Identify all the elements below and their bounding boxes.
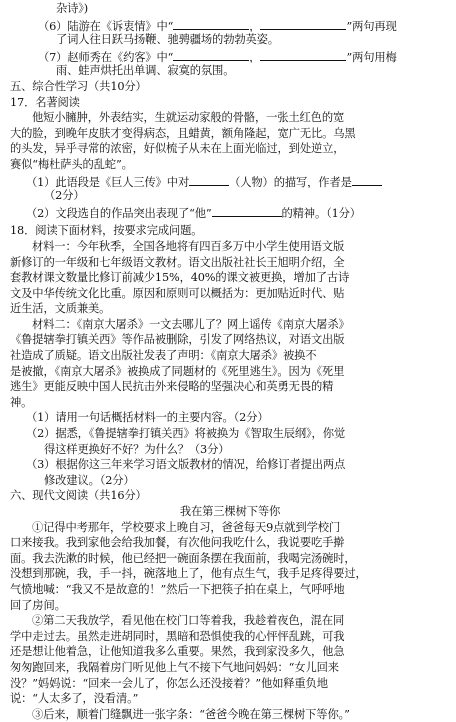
article-line: 说：“人太多了，没看清。” <box>10 692 139 706</box>
question-7-continued: 雨、蛙声烘托出单调、寂寞的氛围。 <box>56 64 235 78</box>
passage-line: 的头发，异乎寻常的浓密，好似梳子从未在上面光临过，到处逆立， <box>10 142 345 156</box>
question-18-3: （3）根据你这三年来学习语文版教材的情况，给修订者提出两点 <box>26 458 346 472</box>
question-text: （7）赵师秀在《约客》中“ <box>38 50 174 64</box>
article-line: 没想到那碗，我，手一抖，碗落地上了，他有点生气，我手足疼得要过， <box>10 567 367 581</box>
question-text: ”两句用梅 <box>346 50 397 64</box>
material-line: 社造成了质疑。语文出版社发表了声明：《南京大屠杀》被换不 <box>10 349 317 363</box>
question-text: （6）陆游在《诉衷情》中“ <box>38 19 174 33</box>
answer-blank[interactable] <box>260 48 346 61</box>
score-note: （2分） <box>44 189 85 203</box>
question-17-2 <box>10 204 450 220</box>
answer-blank[interactable] <box>189 173 229 186</box>
article-line: ②第二天我放学，看见他在校门口等着我，我趁着夜色，混在同 <box>32 614 345 628</box>
article-line: 回了房间。 <box>10 598 66 612</box>
answer-blank[interactable] <box>173 17 249 30</box>
question-text: （1）此语段是《巨人三传》中对 <box>26 175 190 189</box>
question-18-2: （2）据悉，《鲁提辖拳打镇关西》将被换为《智取生辰纲》，你觉 <box>26 427 346 441</box>
material-line: 套教材课文数量比修订前减少15%，40%的课文被更换，增加了古诗 <box>10 271 350 285</box>
material-line: 是被撤，《南京大屠杀》被换成了同题材的《死里逃生》。因为《死里 <box>10 364 345 378</box>
passage-line: 他短小臃肿，外表结实，生就运动家般的骨骼，一张土红色的宽 <box>32 111 345 125</box>
article-title: 我在第三棵树下等你 <box>179 505 281 518</box>
question-heading: 18．阅读下面材料，按要求完成问题。 <box>10 224 203 238</box>
question-18-3-continued: 修改建议。（2分） <box>44 473 135 487</box>
question-17-1 <box>10 173 450 189</box>
question-text: ”两句再现 <box>346 19 397 33</box>
question-18-2-continued: 得这样更换好不好？为什么？（3分） <box>44 442 230 456</box>
article-line: 口来接我。我到家他会给我加餐，有次他问我吃什么，我说要吃手擀 <box>10 536 345 550</box>
material-line: 新修订的一年级和七年级语文教材。语文出版社社长王旭明介绍，全 <box>10 255 345 269</box>
answer-blank[interactable] <box>212 204 282 217</box>
material-line: 材料一：今年秋季，全国各地将有四百多万中小学生使用语文版 <box>32 239 345 253</box>
exam-page <box>10 0 450 722</box>
question-text: 的精神。（1分） <box>281 206 361 220</box>
material-line: 逃生》更能反映中国人民抗击外来侵略的坚强决心和英勇无畏的精 <box>10 380 334 394</box>
answer-blank[interactable] <box>352 173 382 186</box>
question-6 <box>10 17 450 33</box>
article-line: 学中走过去。虽然走进胡同时，黑暗和恐惧使我的心怦怦乱跳，可我 <box>10 629 345 643</box>
passage-line: 赛似“梅杜萨头的乱蛇”。 <box>10 157 133 171</box>
material-line: 近生活，文质兼美。 <box>10 302 111 316</box>
question-7 <box>10 48 450 64</box>
question-heading: 17．名著阅读 <box>10 95 80 109</box>
question-18-1: （1）请用一句话概括材料一的主要内容。（2分） <box>26 411 269 425</box>
poem-line: 杂诗》) <box>56 2 89 15</box>
material-line: 神。 <box>10 395 33 409</box>
article-line: 还是想让他着急，让他知道我多么重要。果然，我到家没多久，他急 <box>10 645 345 659</box>
article-line: 面。我去洗漱的时候，他已经把一碗面条摆在我面前，我喝完汤碗时， <box>10 551 356 565</box>
comma: ， <box>249 50 261 64</box>
comma: ， <box>249 19 261 33</box>
passage-line: 大的脸，到晚年皮肤才变得病态，且蜡黄，额角隆起，宽广无比。乌黑 <box>10 126 356 140</box>
material-line: 文及中华传统文化比重。原因和原则可以概括为：更加贴近时代、贴 <box>10 286 345 300</box>
material-line: 《鲁提辖拳打镇关西》等作品被删除，引发了网络热议，对语文出版 <box>10 333 345 347</box>
section-heading: 六、现代文阅读（共16分） <box>10 489 147 503</box>
article-line: 气愤地喊：“我又不是故意的！”然后一下把筷子拍在桌上，气呼呼地 <box>10 582 345 596</box>
section-heading: 五、综合性学习（共10分） <box>10 79 147 93</box>
article-line: ③后来，顺着门缝飘进一张字条：“爸爸今晚在第三棵树下等你。” <box>32 707 350 721</box>
material-line: 材料二：《南京大屠杀》一文去哪儿了？网上谣传《南京大屠杀》 <box>32 317 350 331</box>
answer-blank[interactable] <box>173 48 249 61</box>
question-6-continued: 了词人往日跃马扬鞭、驰骋疆场的勃勃英姿。 <box>56 33 279 47</box>
question-text: （2）文段选自的作品突出表现了“他” <box>26 206 212 220</box>
article-line: 匆匆跑回来，我隔着房门听见他上气不接下气地问妈妈：“女儿回来 <box>10 660 339 674</box>
question-text: （人物）的描写，作者是 <box>229 175 352 189</box>
article-line: ①记得中考那年，学校要求上晚自习，爸爸每天9点就到学校门 <box>32 520 341 534</box>
article-line: 没？”妈妈说：“回来一会儿了，你怎么还没接着？”他如释重负地 <box>10 676 328 690</box>
answer-blank[interactable] <box>260 17 346 30</box>
